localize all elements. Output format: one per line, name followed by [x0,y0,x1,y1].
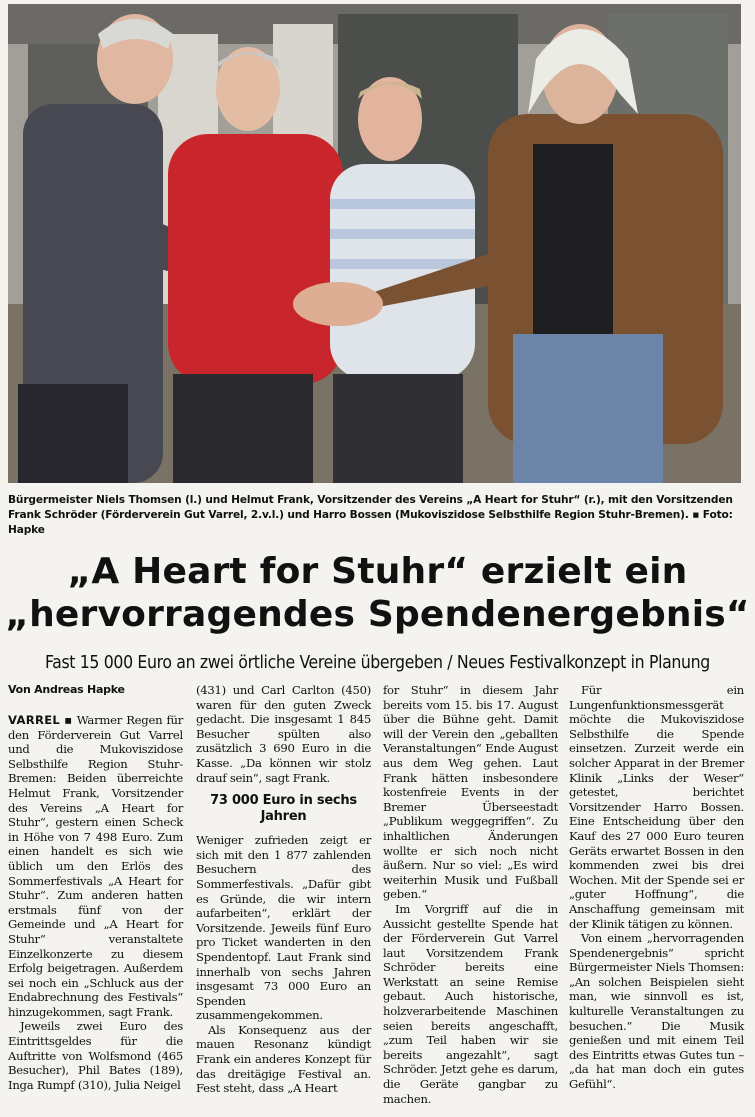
article-column-2 [196,683,371,1096]
photo-illustration [8,4,741,483]
headline [0,550,755,636]
article-photo [8,4,741,483]
paragraph: Weniger zufrieden zeigt er sich mit den 1 877 zahlenden Besuchern des Sommerfestivals. „Dafür gibt es Gründe, die wir intern aufarbeiten“, erklärt der Vorsitzende. Jeweils fünf Euro pro Ticket wanderten in den Spendentopf. Laut Frank sind innerhalb von sechs Jahren insgesamt 73 000 Euro an Spenden zusammengekommen. [196,833,371,1023]
article-column-1 [8,683,183,1092]
byline: Von Andreas Hapke [8,683,125,696]
photo-caption: Bürgermeister Niels Thomsen (l.) und Helmut Frank, Vorsitzender des Vereins „A Heart for Stuhr“ (r.), mit den Vorsitzenden Frank Schröder (Förderverein Gut Varrel, 2.v.l.) und Harro Bossen (Mukoviszidose Selbsthilfe Region Stuhr-Bremen). ▪ Foto: Hapke [8,494,733,536]
joined-hands [293,282,383,326]
subheadline: Fast 15 000 Euro an zwei örtliche Vereine übergeben / Neues Festivalkonzept in Planung [45,653,710,673]
section-subhead: 73 000 Euro in sechs Jahren [210,793,357,825]
headline-line-1: „A Heart for Stuhr“ erzielt ein [67,551,688,592]
paragraph: Im Vorgriff auf die in Aussicht gestellte Spende hat der Förderverein Gut Varrel laut Vorsitzendem Frank Schröder bereits eine Werkstatt an seine Remise gebaut. Auch historische, holzverarbeitende Maschinen seien bereits angeschafft, „zum Teil haben wir sie bereits angezahlt“, sagt Schröder. Jetzt gehe es darum, die Geräte gangbar zu machen. [383,901,558,1106]
paragraph: Für ein Lungenfunktionsmessgerät möchte die Mukoviszidose Selbsthilfe die Spende einsetzen. Zurzeit werde ein solcher Apparat in der Bremer Klinik „Links der Weser“ getestet, berichtet Vorsitzender Harro Bossen. Eine Entscheidung über den Kauf des 27 000 Euro teuren Geräts erwartet Bossen in den kommenden zwei bis drei Wochen. Mit der Spende sei er „guter Hoffnung“, die Anschaffung gemeinsam mit der Klinik tätigen zu können. [569,683,744,931]
paragraph: Als Konsequenz aus der mauen Resonanz kündigt Frank ein anderes Konzept für das dreitägige Festival an. Fest steht, dass „A Heart [196,1022,371,1096]
paragraph [8,713,183,1019]
article-column-3 [383,683,558,1106]
article-column-4 [569,683,744,1092]
paragraph: (431) und Carl Carlton (450) waren für den guten Zweck gedacht. Die insgesamt 1 845 Besucher spülten also zusätzlich 3 690 Euro in die Kasse. „Da können wir stolz drauf sein“, sagt Frank. [196,683,371,785]
paragraph: Von einem „hervorragenden Spendenergebnis“ spricht Bürgermeister Niels Thomsen: „An solchen Beispielen sieht man, wie sinnvoll es ist, kulturelle Veranstaltungen zu besuchen.“ Die Musik genießen und mit einem Teil des Eintritts etwas Gutes tun – „da hat man doch ein gutes Gefühl“. [569,931,744,1092]
paragraph: Jeweils zwei Euro des Eintrittsgeldes für die Auftritte von Wolfsmond (465 Besucher), Phil Bates (189), Inga Rumpf (310), Julia Neigel [8,1019,183,1092]
paragraph: for Stuhr“ in diesem Jahr bereits vom 15. bis 17. August über die Bühne geht. Damit will der Verein den „geballten Veranstaltungen“ Ende August aus dem Weg gehen. Laut Frank hätten insbesondere kostenfreie Events in der Bremer Überseestadt „Publikum weggegriffen“. Zu inhaltlichen Änderungen wollte er sich noch nicht äußern. Nur so viel: „Es wird weiterhin Musik und Fußball geben.“ [383,683,558,902]
headline-line-2: „hervorragendes Spendenergebnis“ [5,594,750,635]
paragraph-text: ▪ Warmer Regen für den Förderverein Gut Varrel und die Mukoviszidose Selbsthilfe Region Stuhr-Bremen: Beiden überreichte Helmut Frank, Vorsitzender des Vereins „A Heart for Stuhr“, gestern einen Scheck in Höhe von 7 498 Euro. Zum einen handelt es sich wie üblich um den Erlös des Sommerfestivals „A Heart for Stuhr“. Zum anderen hatten erstmals fünf von der Gemeinde und „A Heart for Stuhr“ veranstaltete Einzelkonzerte zu diesem Erfolg beigetragen. Außerdem sei noch ein „Schluck aus der Endabrechnung des Festivals“ hinzugekommen, sagt Frank. [8,713,183,1019]
dateline: VARREL [8,713,61,727]
